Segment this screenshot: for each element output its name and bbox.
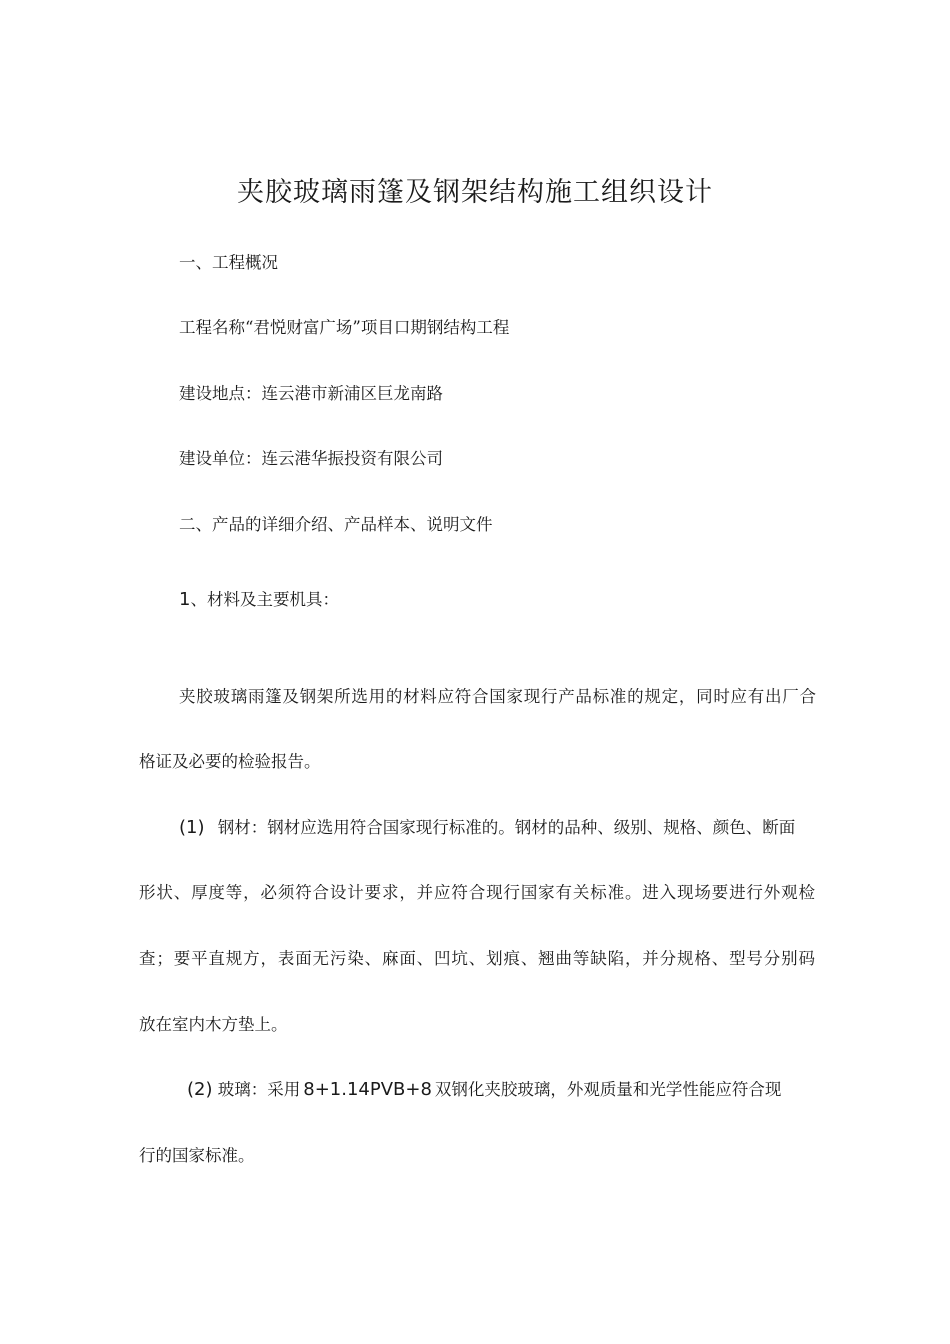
project-name-line: 工程名称“君悦财富广场”项目口期钢结构工程 [179, 318, 510, 337]
subheading-text: 、材料及主要机具： [190, 590, 339, 609]
document-title: 夹胶玻璃雨篷及钢架结构施工组织设计 [237, 177, 713, 208]
item-number: (1) [179, 817, 205, 838]
paragraph-line: 放在室内木方垫上。 [139, 1015, 288, 1034]
paragraph-line: 格证及必要的检验报告。 [139, 752, 321, 771]
section-heading-overview: 一、工程概况 [179, 253, 278, 272]
section-heading-products: 二、产品的详细介绍、产品样本、说明文件 [179, 515, 493, 534]
item-steel-line1 [179, 817, 816, 839]
item-glass-line1 [187, 1079, 781, 1101]
subheading-materials [179, 589, 339, 611]
paragraph-line: 查；要平直规方，表面无污染、麻面、凹坑、划痕、翘曲等缺陷，并分规格、型号分别码 [139, 949, 815, 968]
subheading-number: 1 [179, 589, 191, 610]
item-number: (2) [187, 1079, 213, 1100]
glass-spec: 8+1.14PVB+8 [303, 1079, 432, 1100]
paragraph-line: 行的国家标准。 [139, 1146, 255, 1165]
owner-line: 建设单位：连云港华振投资有限公司 [179, 449, 443, 468]
item-glass-text: 玻璃：采用 [217, 1080, 301, 1099]
paragraph-line: 形状、厚度等，必须符合设计要求，并应符合现行国家有关标准。进入现场要进行外观检 [139, 883, 815, 902]
location-line: 建设地点：连云港市新浦区巨龙南路 [179, 384, 443, 403]
item-glass-text-cont: 双钢化夹胶玻璃，外观质量和光学性能应符合现 [434, 1080, 782, 1099]
item-steel-text: 钢材：钢材应选用符合国家现行标准的。钢材的品种、级别、规格、颜色、断面 [217, 818, 796, 837]
paragraph-line: 夹胶玻璃雨篷及钢架所选用的材料应符合国家现行产品标准的规定，同时应有出厂合 [179, 687, 816, 706]
